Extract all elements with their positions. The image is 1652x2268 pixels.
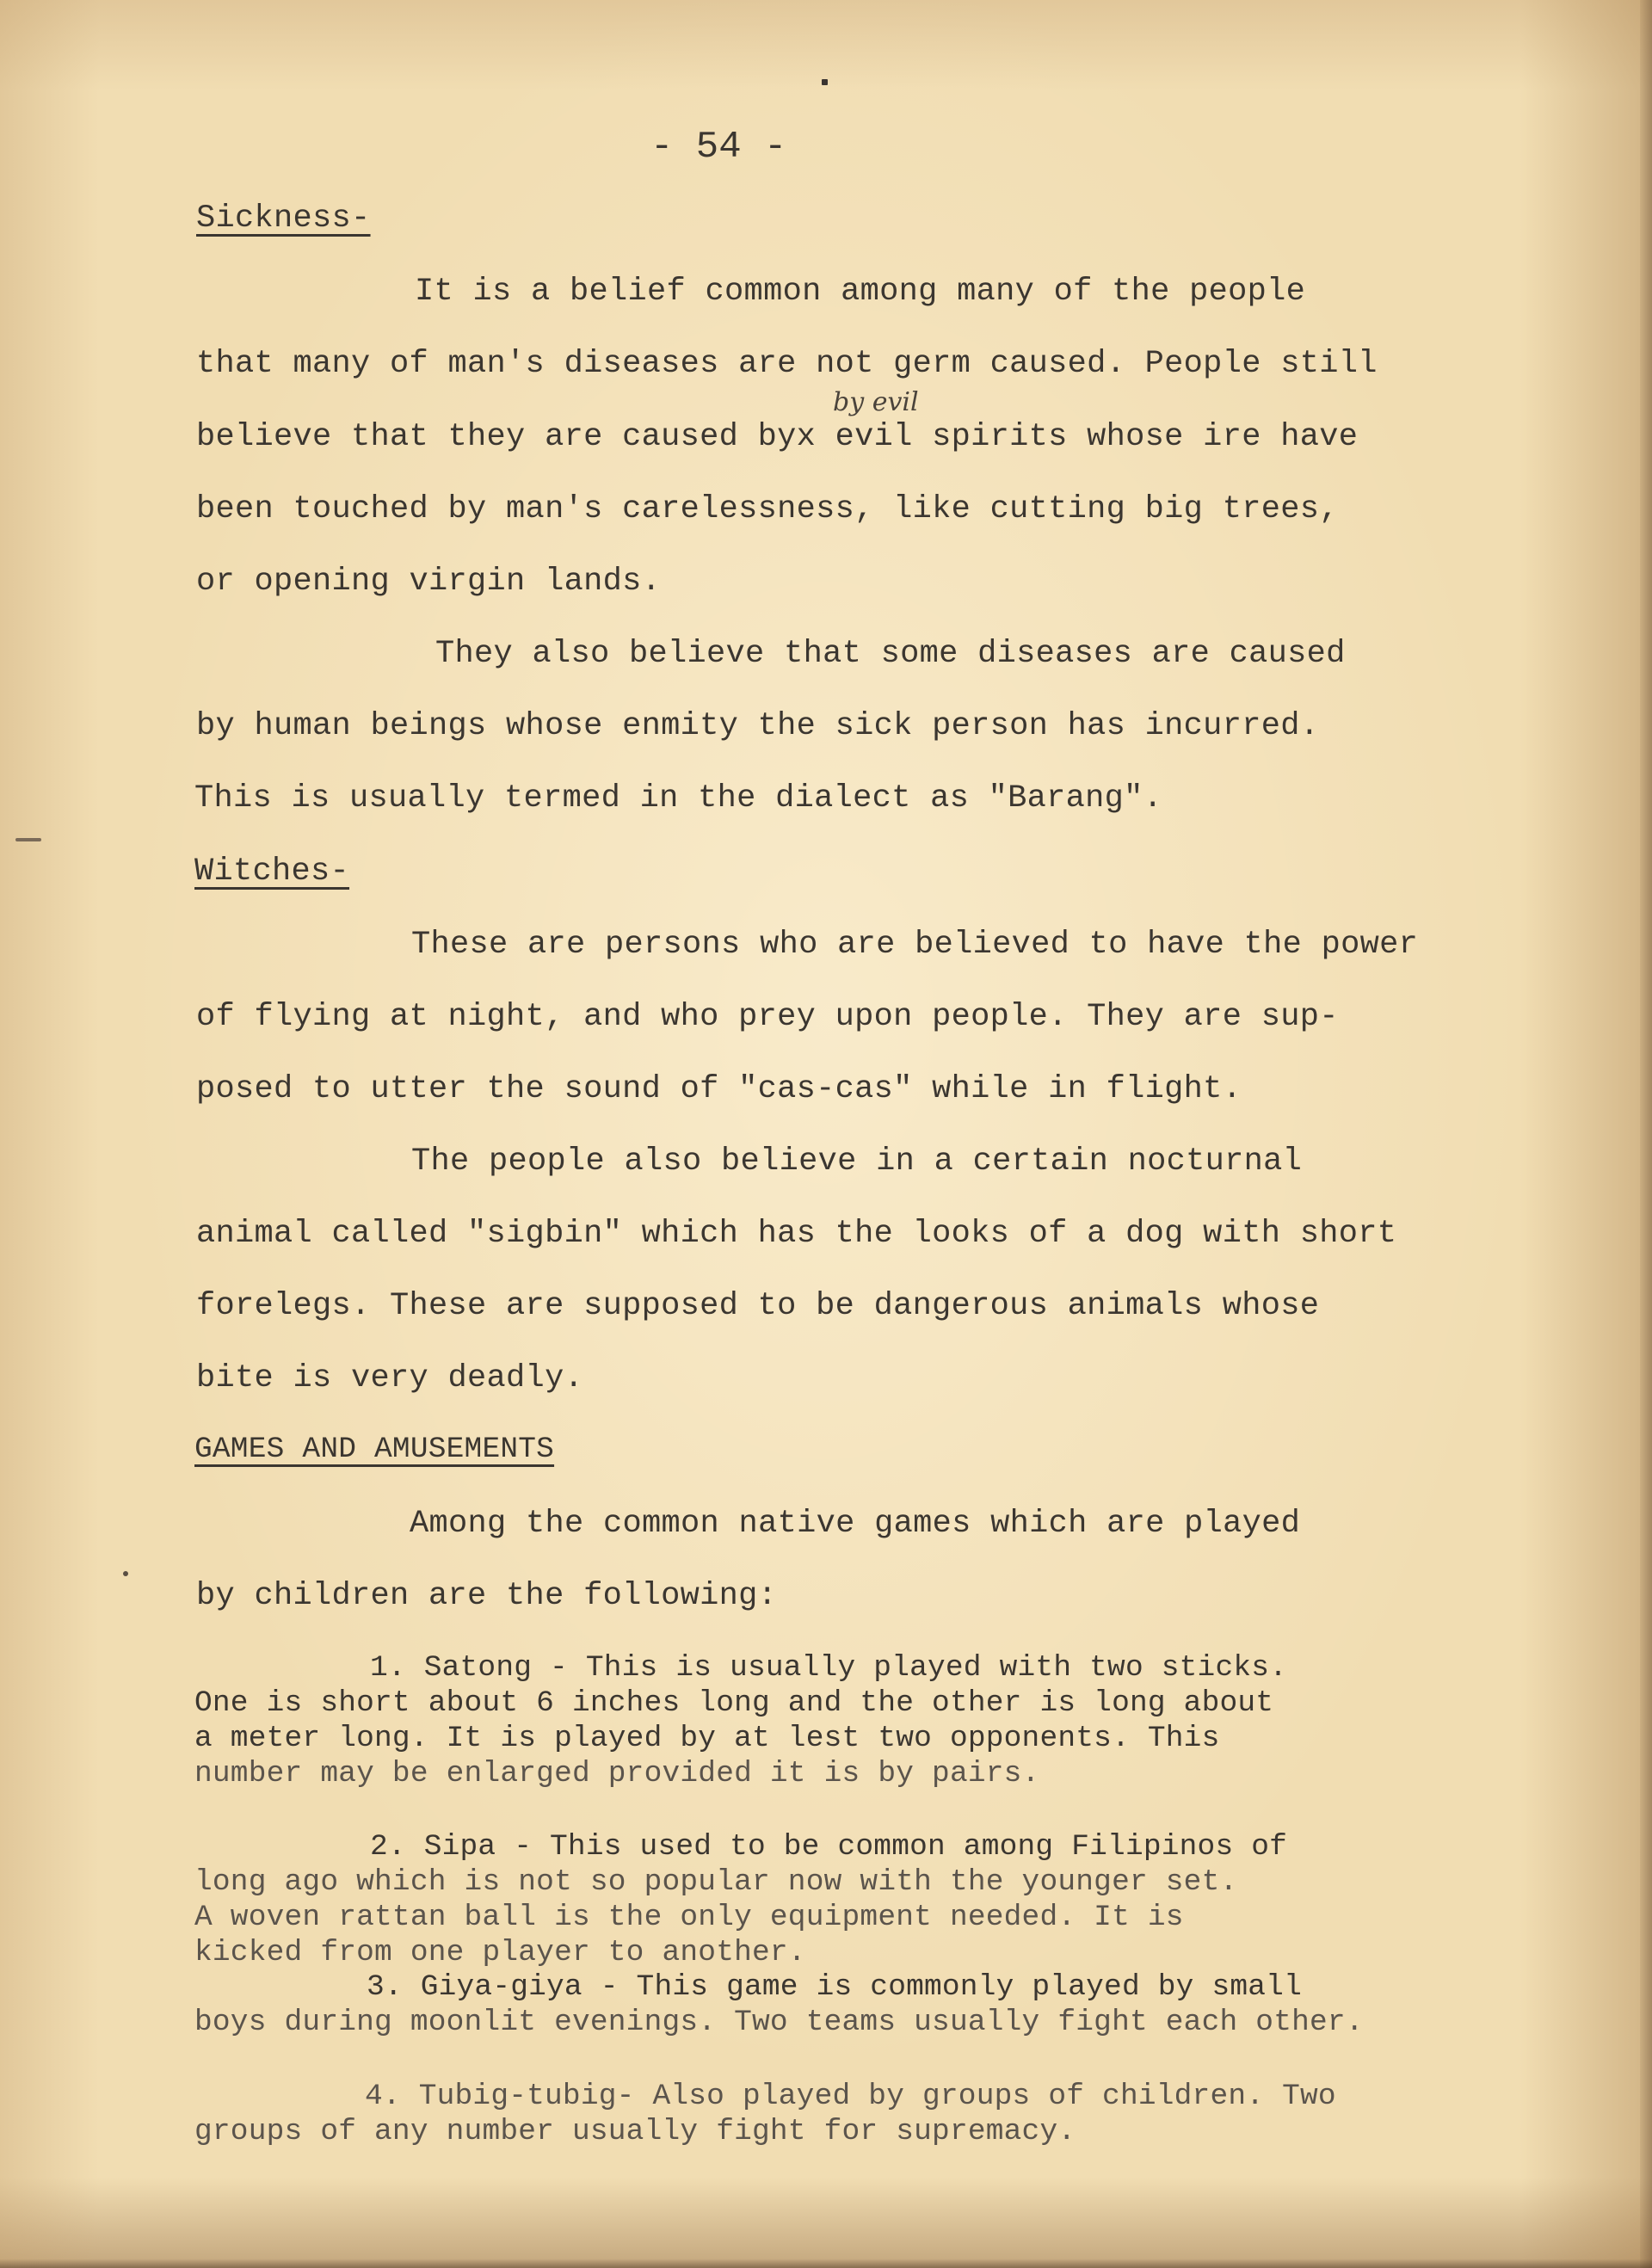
page-edge-shadow-right [1640, 0, 1652, 2268]
text-line: bite is very deadly. [196, 1360, 584, 1396]
ink-speck-mark [123, 1571, 128, 1576]
text-line: This is usually termed in the dialect as "Barang". [194, 780, 1163, 817]
game-item-line: number may be enlarged provided it is by pairs. [194, 1757, 1040, 1790]
ink-dot-mark [822, 79, 828, 85]
section-heading-sickness: Sickness- [196, 200, 371, 237]
game-item-line: One is short about 6 inches long and the other is long about [194, 1686, 1274, 1720]
text-line: These are persons who are believed to have the power [411, 927, 1419, 963]
game-item-line: kicked from one player to another. [194, 1936, 806, 1969]
section-heading-witches: Witches- [194, 854, 350, 890]
text-line: forelegs. These are supposed to be dangerous animals whose [196, 1288, 1320, 1324]
text-line: Among the common native games which are played [410, 1506, 1301, 1542]
text-line: The people also believe in a certain nocturnal [411, 1143, 1303, 1180]
game-item-line: 1. Satong - This is usually played with two sticks. [370, 1651, 1288, 1685]
game-item-line: groups of any number usually fight for supremacy. [194, 2115, 1076, 2148]
text-line: They also believe that some diseases are caused [435, 636, 1346, 672]
text-line: or opening virgin lands. [196, 564, 662, 600]
game-item-line: boys during moonlit evenings. Two teams usually fight each other. [194, 2006, 1364, 2039]
text-line: of flying at night, and who prey upon people. They are sup- [196, 999, 1339, 1035]
game-item-line: A woven rattan ball is the only equipment needed. It is [194, 1901, 1184, 1934]
handwritten-correction: by evil [833, 387, 919, 417]
text-line: animal called "sigbin" which has the looks of a dog with short [196, 1216, 1397, 1252]
text-line: that many of man's diseases are not germ caused. People still [196, 346, 1378, 382]
text-line: It is a belief common among many of the people [415, 274, 1306, 310]
page-edge-shadow-bottom [0, 2259, 1652, 2268]
text-line: by children are the following: [196, 1578, 778, 1614]
game-item-line: 4. Tubig-tubig- Also played by groups of children. Two [365, 2080, 1336, 2113]
margin-tick-mark [15, 838, 41, 841]
page-number: - 54 - [650, 126, 787, 169]
section-heading-games: GAMES AND AMUSEMENTS [194, 1433, 555, 1466]
text-line: by human beings whose enmity the sick person has incurred. [196, 708, 1320, 744]
game-item-line: a meter long. It is played by at lest two opponents. This [194, 1722, 1220, 1755]
game-item-line: long ago which is not so popular now with the younger set. [194, 1865, 1238, 1899]
game-item-line: 2. Sipa - This used to be common among Filipinos of [370, 1830, 1288, 1864]
text-line: believe that they are caused byx evil spirits whose ire have [196, 419, 1359, 455]
text-line: posed to utter the sound of "cas-cas" while in flight. [196, 1071, 1242, 1107]
text-line: been touched by man's carelessness, like cutting big trees, [196, 491, 1339, 527]
game-item-line: 3. Giya-giya - This game is commonly played by small [367, 1970, 1302, 2004]
